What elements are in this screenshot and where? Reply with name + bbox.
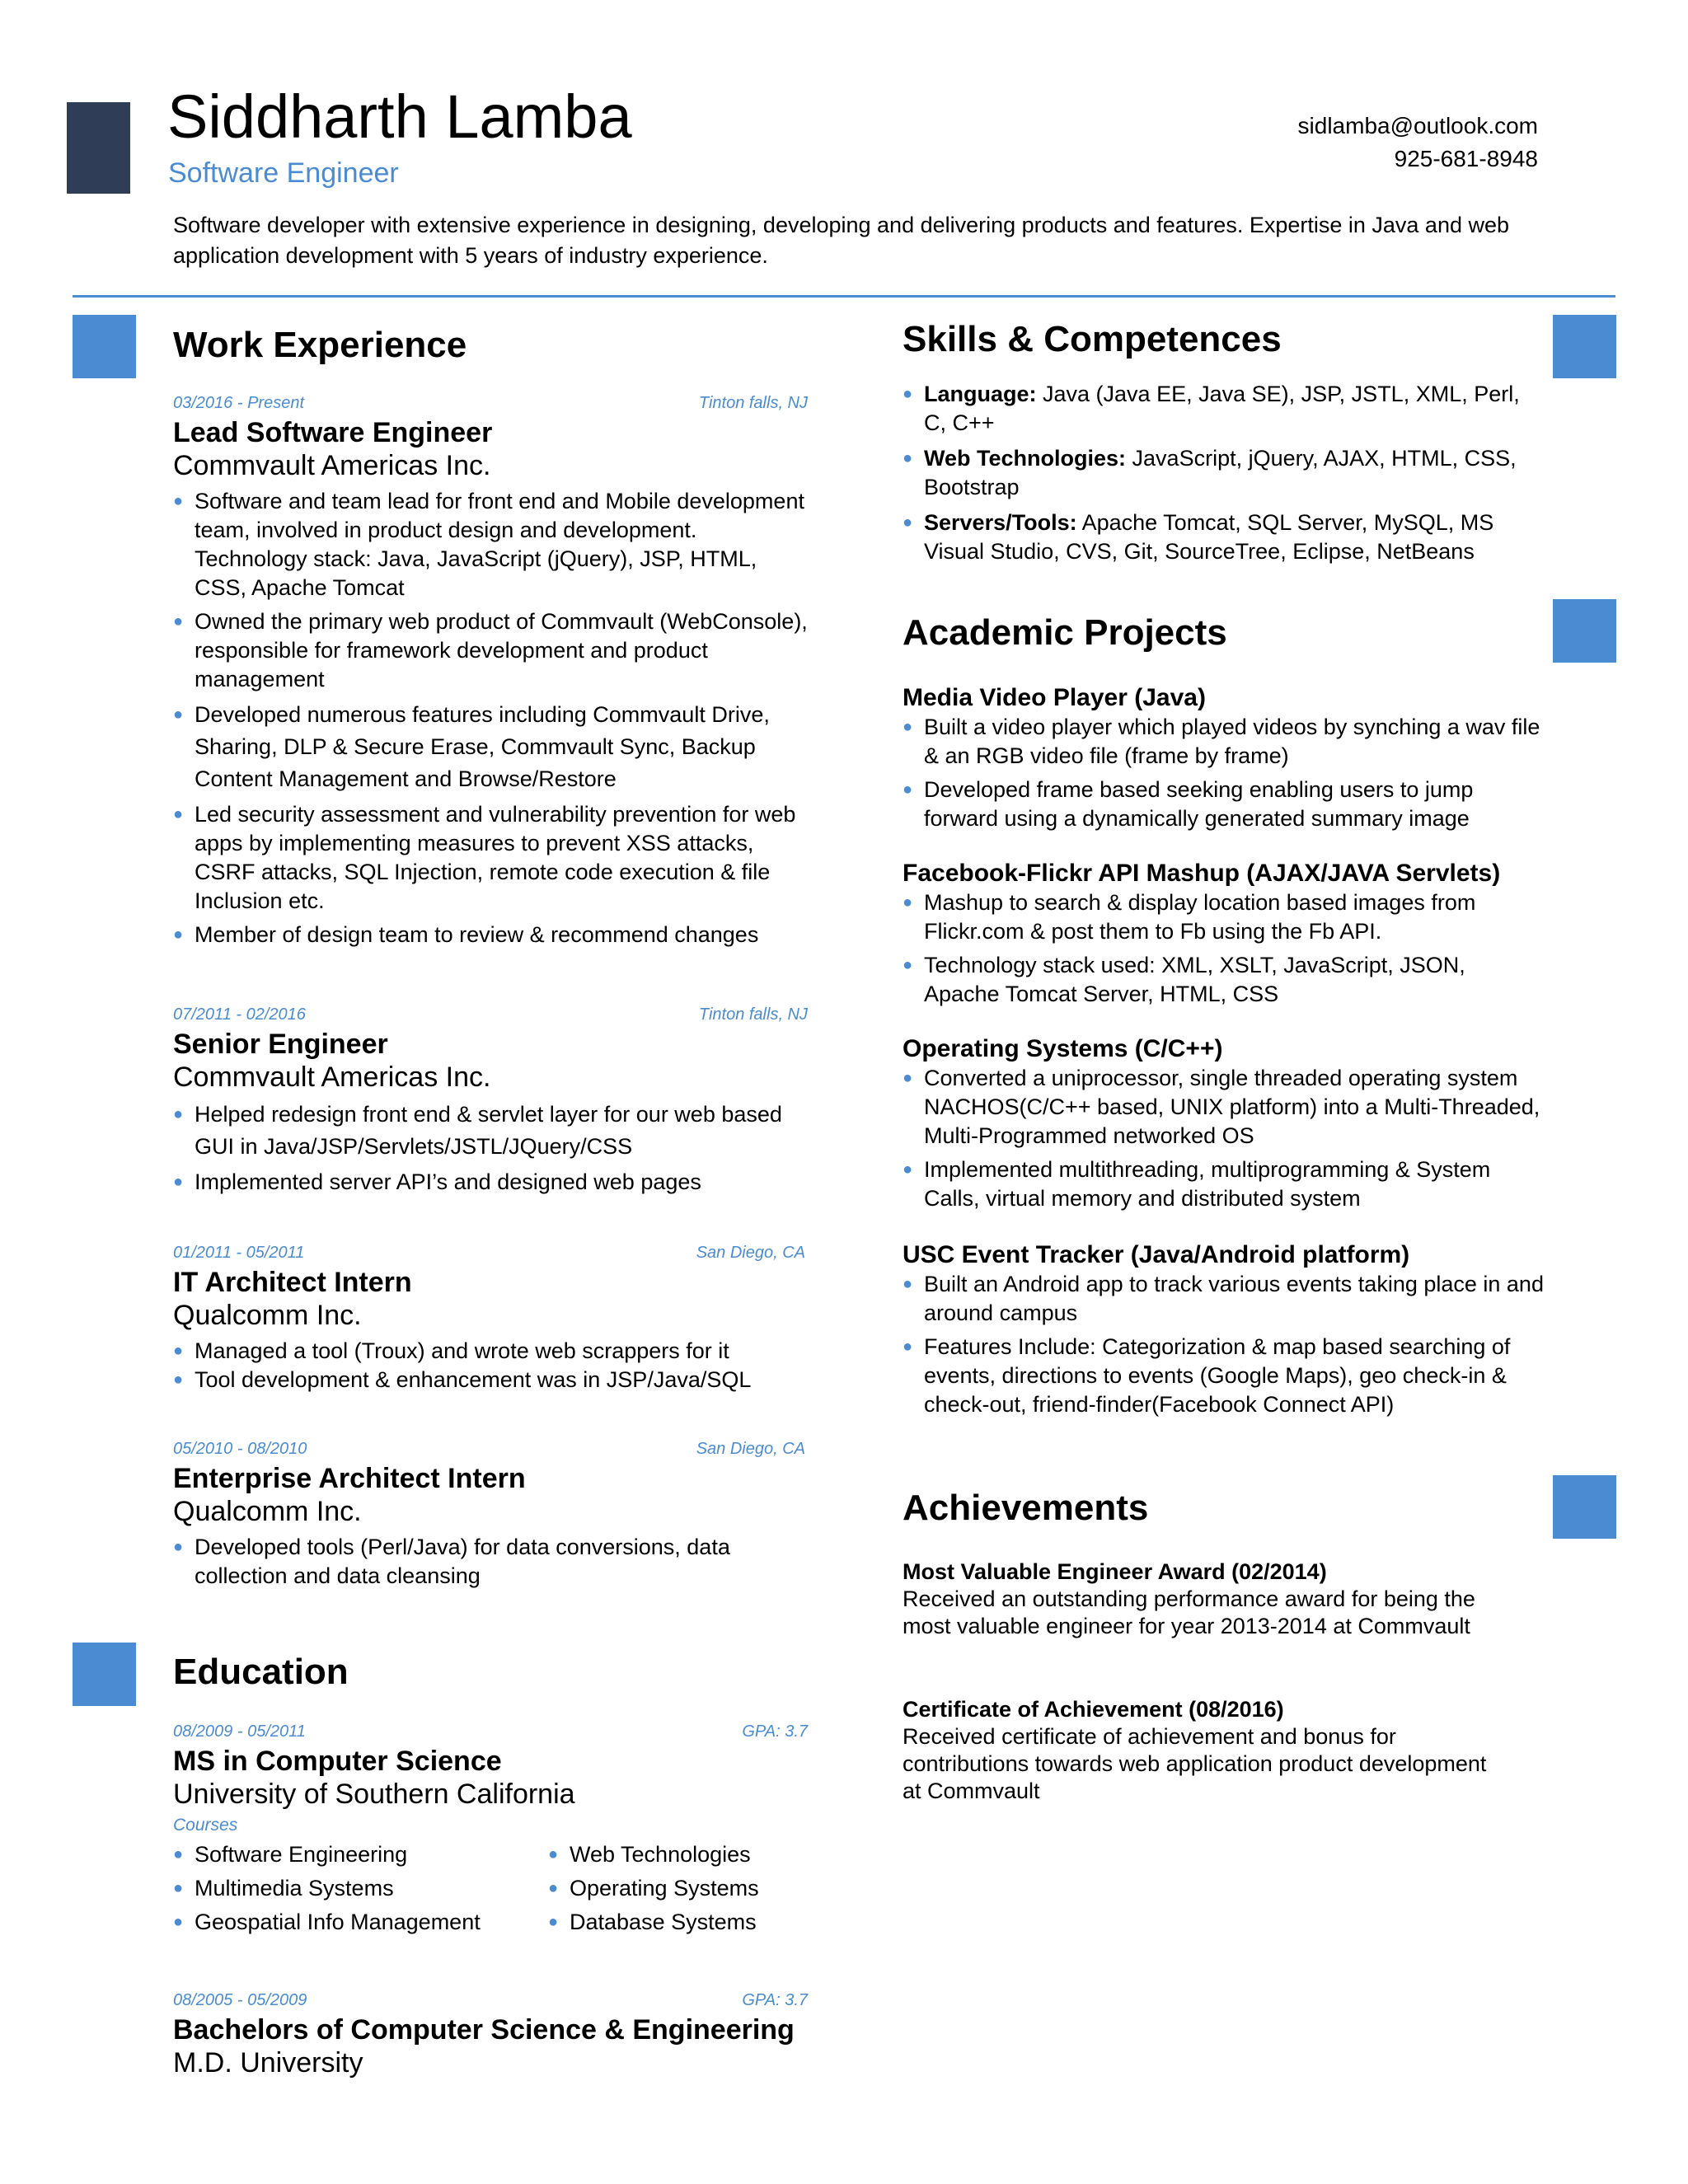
achievement-entry	[903, 1695, 1496, 1805]
job-title: Enterprise Architect Intern	[173, 1463, 526, 1494]
education-section-marker	[73, 1643, 136, 1706]
header-divider	[73, 295, 1615, 298]
candidate-name: Siddharth Lamba	[167, 82, 632, 151]
skill-item	[903, 380, 1545, 438]
achievements-heading: Achievements	[903, 1488, 1149, 1528]
job-bullet: ● Tool development & enhancement was in JSP/Java/SQL	[173, 1366, 808, 1394]
job-location: Tinton falls, NJ	[698, 1005, 808, 1024]
job-dates: 05/2010 - 08/2010	[173, 1440, 307, 1458]
projects-section-marker	[1553, 599, 1616, 663]
project-title: Facebook-Flickr API Mashup (AJAX/JAVA Servlets)	[903, 860, 1501, 887]
skill-value: Apache Tomcat, SQL Server, MySQL, MS Visual Studio, CVS, Git, SourceTree, Eclipse, NetBeans	[924, 510, 1494, 564]
job-bullet: ● Implemented server API’s and designed web pages	[173, 1168, 808, 1197]
project-bullet: ● Implemented multithreading, multiprogramming & System Calls, virtual memory and distributed system	[903, 1155, 1545, 1213]
job-bullet: ● Owned the primary web product of Commvault (WebConsole), responsible for framework development and product management	[173, 607, 808, 694]
skill-label: Servers/Tools:	[924, 510, 1077, 535]
email-link[interactable]: sidlamba@outlook.com	[1297, 113, 1538, 138]
education-gpa: GPA: 3.7	[742, 1722, 808, 1741]
degree-title: Bachelors of Computer Science & Engineering	[173, 2014, 795, 2046]
skills-heading: Skills & Competences	[903, 319, 1282, 359]
candidate-role: Software Engineer	[168, 157, 399, 189]
job-dates: 07/2011 - 02/2016	[173, 1005, 306, 1024]
skill-value: JavaScript, jQuery, AJAX, HTML, CSS, Bootstrap	[924, 446, 1517, 499]
job-entry	[173, 1440, 808, 1591]
degree-title: MS in Computer Science	[173, 1746, 502, 1777]
project-bullet: ● Built an Android app to track various events taking place in and around campus	[903, 1270, 1545, 1328]
contact-block	[1298, 110, 1538, 176]
education-entry	[173, 1722, 808, 1937]
job-company: Commvault Americas Inc.	[173, 450, 491, 481]
job-bullet: ● Managed a tool (Troux) and wrote web scrappers for it	[173, 1337, 808, 1366]
project-title: Media Video Player (Java)	[903, 684, 1206, 711]
education-heading: Education	[173, 1652, 349, 1692]
education-dates: 08/2005 - 05/2009	[173, 1991, 307, 2009]
summary-text: Software developer with extensive experience in designing, developing and delivering products and features. Expertise in Java and web application development with 5 years of industry experience.	[173, 213, 1510, 268]
skill-item	[903, 509, 1545, 566]
project-bullet: ● Features Include: Categorization & map based searching of events, directions to events (Google Maps), geo check-in & check-out, friend-finder(Facebook Connect API)	[903, 1333, 1545, 1419]
project-entry	[903, 859, 1545, 1009]
project-bullet: ● Built a video player which played videos by synching a wav file & an RGB video file (frame by frame)	[903, 713, 1545, 771]
job-company: Commvault Americas Inc.	[173, 1062, 491, 1093]
work-section-marker	[73, 315, 136, 378]
job-company: Qualcomm Inc.	[173, 1300, 362, 1331]
job-entry	[173, 1244, 808, 1394]
project-bullet: ● Converted a uniprocessor, single threaded operating system NACHOS(C/C++ based, UNIX platform) into a Multi-Threaded, Multi-Programmed networked OS	[903, 1064, 1545, 1151]
job-bullet: ● Helped redesign front end & servlet layer for our web based GUI in Java/JSP/Servlets/JSTL/JQuery/CSS	[173, 1099, 808, 1163]
job-title: Lead Software Engineer	[173, 417, 493, 448]
project-title: Operating Systems (C/C++)	[903, 1035, 1223, 1062]
project-title: USC Event Tracker (Java/Android platform)	[903, 1241, 1410, 1268]
achievement-entry	[903, 1558, 1496, 1640]
achievements-section-marker	[1553, 1475, 1616, 1539]
school-name: University of Southern California	[173, 1779, 575, 1810]
skills-list	[903, 380, 1545, 566]
achievement-title: Most Valuable Engineer Award (02/2014)	[903, 1559, 1327, 1584]
achievement-description: Received certificate of achievement and bonus for contributions towards web application product development at Commvault	[903, 1724, 1487, 1803]
job-location: San Diego, CA	[696, 1440, 805, 1458]
job-company: Qualcomm Inc.	[173, 1496, 362, 1527]
project-entry	[903, 1240, 1545, 1419]
education-dates: 08/2009 - 05/2011	[173, 1722, 306, 1741]
course-item: ● Operating Systems	[548, 1874, 812, 1903]
skill-item	[903, 444, 1545, 502]
project-entry	[903, 683, 1545, 833]
job-entry	[173, 1005, 808, 1197]
project-entry	[903, 1034, 1545, 1213]
skill-label: Web Technologies:	[924, 446, 1127, 471]
achievement-description: Received an outstanding performance award for being the most valuable engineer for year 2013-2014 at Commvault	[903, 1586, 1475, 1638]
job-bullet: ● Developed numerous features including Commvault Drive, Sharing, DLP & Secure Erase, Commvault Sync, Backup Content Management and Browse/Restore	[173, 699, 808, 795]
school-name: M.D. University	[173, 2047, 363, 2079]
course-item: ● Geospatial Info Management	[173, 1908, 548, 1937]
header-accent-block	[67, 102, 130, 194]
projects-heading: Academic Projects	[903, 612, 1227, 653]
phone-number: 925-681-8948	[1394, 146, 1538, 171]
work-heading: Work Experience	[173, 325, 467, 365]
course-item: ● Database Systems	[548, 1908, 812, 1937]
courses-label: Courses	[173, 1816, 238, 1835]
education-gpa: GPA: 3.7	[742, 1991, 808, 2009]
skill-value: Java (Java EE, Java SE), JSP, JSTL, XML, Perl, C, C++	[924, 382, 1520, 435]
course-item: ● Multimedia Systems	[173, 1874, 548, 1903]
project-bullet: ● Technology stack used: XML, XSLT, JavaScript, JSON, Apache Tomcat Server, HTML, CSS	[903, 951, 1545, 1009]
achievement-title: Certificate of Achievement (08/2016)	[903, 1697, 1284, 1722]
job-bullet: ● Led security assessment and vulnerability prevention for web apps by implementing measures to prevent XSS attacks, CSRF attacks, SQL Injection, remote code execution & file Inclusion etc.	[173, 800, 808, 916]
skills-section-marker	[1553, 315, 1616, 378]
job-entry	[173, 394, 808, 949]
job-title: IT Architect Intern	[173, 1267, 412, 1298]
course-item: ● Software Engineering	[173, 1840, 548, 1869]
education-entry	[173, 1991, 808, 2079]
job-dates: 03/2016 - Present	[173, 394, 304, 412]
job-bullet: ● Developed tools (Perl/Java) for data conversions, data collection and data cleansing	[173, 1533, 808, 1591]
job-dates: 01/2011 - 05/2011	[173, 1244, 305, 1262]
job-bullet: ● Software and team lead for front end and Mobile development team, involved in product design and development. Technology stack: Java, JavaScript (jQuery), JSP, HTML, CSS, Apache Tomcat	[173, 487, 808, 602]
job-location: San Diego, CA	[696, 1244, 805, 1262]
project-bullet: ● Developed frame based seeking enabling users to jump forward using a dynamically generated summary image	[903, 776, 1545, 833]
job-location: Tinton falls, NJ	[698, 394, 808, 412]
job-title: Senior Engineer	[173, 1029, 388, 1060]
skill-label: Language:	[924, 382, 1037, 406]
project-bullet: ● Mashup to search & display location based images from Flickr.com & post them to Fb using the Fb API.	[903, 888, 1545, 946]
course-item: ● Web Technologies	[548, 1840, 812, 1869]
job-bullet: ● Member of design team to review & recommend changes	[173, 921, 808, 949]
